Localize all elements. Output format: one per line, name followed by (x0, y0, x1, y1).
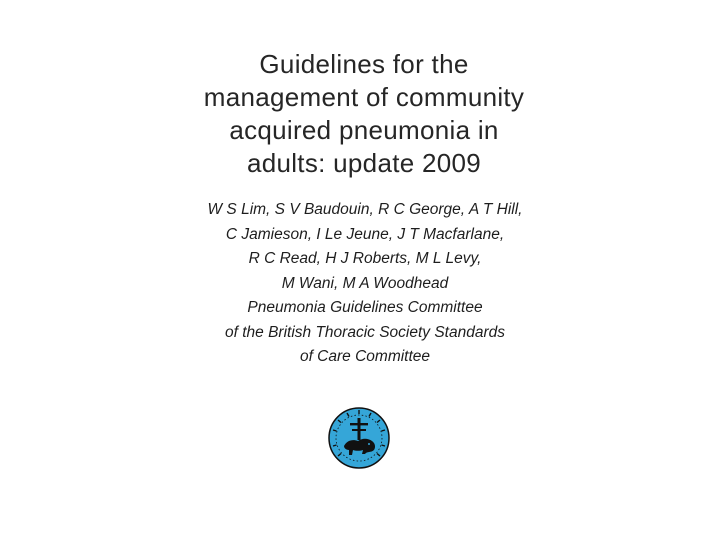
author-line-3: R C Read, H J Roberts, M L Levy, (248, 250, 482, 267)
committee-line-3: of Care Committee (299, 348, 431, 365)
title-line-2: management of community (203, 82, 525, 112)
seal-lion-eye (368, 443, 370, 445)
british-thoracic-society-seal-icon (327, 406, 391, 470)
author-list (0, 198, 720, 370)
title-line-4: adults: update 2009 (246, 148, 482, 178)
title-line-1: Guidelines for the (259, 49, 469, 79)
author-line-2: C Jamieson, I Le Jeune, J T Macfarlane, (225, 225, 505, 243)
document-title (0, 48, 720, 180)
author-line-1: W S Lim, S V Baudouin, R C George, A T Hill, (207, 201, 523, 218)
committee-line-1: Pneumonia Guidelines Committee (247, 299, 483, 316)
seal-graphic (327, 406, 391, 470)
title-line-3: acquired pneumonia in (229, 115, 499, 145)
committee-line-2: of the British Thoracic Society Standards (225, 323, 505, 341)
author-line-4: M Wani, M A Woodhead (281, 274, 449, 292)
